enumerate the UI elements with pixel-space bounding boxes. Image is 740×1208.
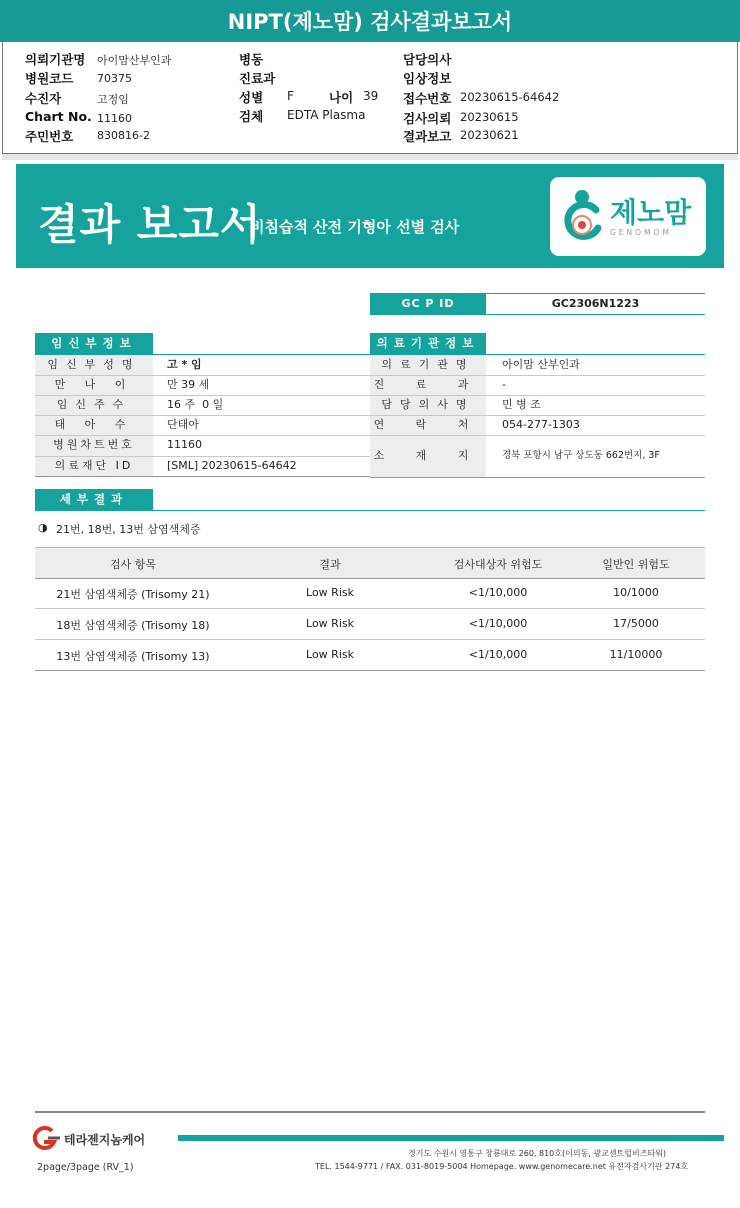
pregnant-label-chart-no: 병원차트번호 bbox=[53, 438, 135, 451]
row-divider bbox=[370, 435, 705, 436]
cell-subject-risk: <1/10,000 bbox=[468, 617, 528, 630]
table-row bbox=[35, 609, 705, 640]
footer-address: 경기도 수원시 영통구 창룡대로 260, 810호(이의동, 광교센트럴비즈타워) bbox=[408, 1149, 667, 1158]
table-row bbox=[35, 578, 705, 609]
header-label-sex: 성별 bbox=[239, 90, 264, 105]
pregnant-row bbox=[35, 355, 370, 375]
report-title: NIPT(제노맘) 검사결과보고서 bbox=[0, 0, 740, 42]
cell-general-risk: 10/1000 bbox=[613, 586, 659, 599]
header-value-hospital-code: 70375 bbox=[97, 72, 132, 85]
page-number: 2page/3page (RV_1) bbox=[37, 1162, 134, 1173]
header-value-chart-no: 11160 bbox=[97, 112, 132, 125]
genomom-logo bbox=[550, 177, 706, 256]
header-label-institution: 의뢰기관명 bbox=[25, 52, 86, 67]
header-label-resident-no: 주민번호 bbox=[25, 129, 74, 144]
header-label-hospital-code: 병원코드 bbox=[25, 71, 74, 86]
pregnant-label-fetus-count: 태 아 수 bbox=[54, 418, 134, 431]
detail-subheading: 21번, 18번, 13번 삼염색체증 bbox=[56, 523, 201, 536]
header-value-patient: 고정임 bbox=[97, 93, 129, 106]
institution-label-department: 진 료 과 bbox=[373, 378, 483, 391]
pregnant-value-weeks: 16 주 0 일 bbox=[167, 398, 224, 411]
pregnant-row bbox=[35, 395, 370, 415]
institution-row bbox=[370, 355, 705, 375]
header-label-ward: 병동 bbox=[239, 52, 264, 67]
pregnant-label-weeks: 임신주수 bbox=[56, 398, 132, 411]
header-value-request-date: 20230615 bbox=[460, 110, 519, 124]
cell-general-risk: 17/5000 bbox=[613, 617, 659, 630]
cell-subject-risk: <1/10,000 bbox=[468, 648, 528, 661]
cell-subject-risk: <1/10,000 bbox=[468, 586, 528, 599]
header-label-request-date: 검사의뢰 bbox=[403, 111, 452, 126]
cell-item: 18번 삼염색체증 (Trisomy 18) bbox=[56, 619, 210, 632]
section-title-institution-info: 의료기관정보 bbox=[370, 333, 486, 354]
header-label-clinical-info: 임상정보 bbox=[403, 71, 452, 86]
banner-subtitle: 비침습적 산전 기형아 선별 검사 bbox=[250, 218, 460, 236]
header-divider bbox=[2, 154, 738, 160]
gcp-label: GC P ID bbox=[370, 293, 486, 314]
half-circle-bullet-icon: ◑ bbox=[38, 521, 48, 534]
header-value-sex: F bbox=[287, 89, 294, 103]
footer-divider bbox=[35, 1111, 705, 1113]
terragen-logo-icon bbox=[30, 1126, 62, 1150]
header-info-box bbox=[2, 42, 738, 154]
pregnant-row bbox=[35, 415, 370, 435]
header-value-specimen: EDTA Plasma bbox=[287, 108, 366, 122]
cell-item: 13번 삼염색체증 (Trisomy 13) bbox=[56, 650, 210, 663]
cell-result: Low Risk bbox=[306, 586, 354, 599]
pregnant-value-chart-no: 11160 bbox=[167, 438, 202, 451]
header-label-doctor: 담당의사 bbox=[403, 52, 452, 67]
header-value-receipt-no: 20230615-64642 bbox=[460, 90, 560, 104]
column-header-subject-risk: 검사대상자 위험도 bbox=[453, 558, 543, 571]
column-header-item: 검사 항목 bbox=[109, 558, 156, 571]
section-title-detail: 세부결과 bbox=[35, 489, 153, 510]
institution-value-address: 경북 포항시 남구 상도동 662번지, 3F bbox=[502, 450, 660, 461]
institution-value-department: - bbox=[502, 378, 506, 391]
institution-row bbox=[370, 395, 705, 415]
section-title-pregnant-info: 임신부정보 bbox=[35, 333, 153, 354]
footer-contact: TEL. 1544-9771 / FAX. 031-8019-5004 Homepage. www.genomecare.net 유전자검사기관 274호 bbox=[315, 1162, 689, 1171]
header-label-specimen: 검체 bbox=[239, 109, 264, 124]
header-label-chart-no: Chart No. bbox=[25, 109, 92, 124]
pregnant-row bbox=[35, 435, 370, 455]
table-row bbox=[35, 640, 705, 671]
pregnant-label-foundation-id: 의료재단 ID bbox=[54, 459, 134, 472]
cell-result: Low Risk bbox=[306, 617, 354, 630]
institution-label-doctor: 담당의사명 bbox=[381, 398, 475, 411]
header-label-department: 진료과 bbox=[239, 71, 276, 86]
pregnant-label-age: 만 나 이 bbox=[54, 378, 134, 391]
logo-text: 제노맘 bbox=[610, 196, 692, 229]
header-label-report-date: 결과보고 bbox=[403, 129, 452, 144]
footer-company-name: 테라젠지놈케어 bbox=[64, 1133, 146, 1147]
column-header-general-risk: 일반인 위험도 bbox=[602, 558, 670, 571]
header-value-resident-no: 830816-2 bbox=[97, 129, 150, 142]
column-header-result: 결과 bbox=[319, 558, 341, 571]
pregnant-value-age: 만 39 세 bbox=[167, 378, 210, 391]
institution-value-contact: 054-277-1303 bbox=[502, 418, 580, 431]
pregnant-label-name: 임신부성명 bbox=[47, 358, 141, 371]
institution-row bbox=[370, 446, 705, 466]
institution-label-address: 소 재 지 bbox=[373, 449, 483, 462]
banner-title: 결과 보고서 bbox=[38, 200, 262, 249]
pregnant-value-name: 고 * 임 bbox=[167, 358, 202, 371]
institution-label-contact: 연 락 처 bbox=[373, 418, 483, 431]
row-divider bbox=[370, 477, 705, 478]
institution-row bbox=[370, 415, 705, 435]
gcp-value: GC2306N1223 bbox=[551, 297, 640, 310]
genomom-emblem-icon bbox=[560, 188, 606, 244]
logo-subtext: GENOMOM bbox=[610, 228, 672, 237]
institution-row bbox=[370, 375, 705, 395]
pregnant-value-fetus-count: 단태아 bbox=[167, 418, 199, 431]
cell-item: 21번 삼염색체증 (Trisomy 21) bbox=[56, 588, 210, 601]
institution-value-name: 아이맘 산부인과 bbox=[502, 358, 580, 371]
section-line-detail bbox=[35, 510, 705, 511]
footer-accent-bar bbox=[178, 1135, 724, 1141]
result-table-header bbox=[35, 547, 705, 578]
header-label-age: 나이 bbox=[329, 90, 354, 105]
institution-label-name: 의료기관명 bbox=[381, 358, 475, 371]
row-divider bbox=[35, 670, 705, 671]
header-value-report-date: 20230621 bbox=[460, 128, 519, 142]
header-value-age: 39 bbox=[363, 89, 379, 103]
cell-general-risk: 11/10000 bbox=[609, 648, 663, 661]
header-label-patient: 수진자 bbox=[25, 91, 62, 106]
cell-result: Low Risk bbox=[306, 648, 354, 661]
result-banner bbox=[16, 164, 724, 268]
header-value-institution: 아이맘산부인과 bbox=[97, 54, 172, 67]
pregnant-row bbox=[35, 456, 370, 476]
row-divider bbox=[35, 476, 370, 477]
institution-value-doctor: 민 병 조 bbox=[502, 398, 541, 411]
pregnant-row bbox=[35, 375, 370, 395]
gcp-bottom-line bbox=[370, 314, 705, 315]
header-label-receipt-no: 접수번호 bbox=[403, 91, 452, 106]
pregnant-value-foundation-id: [SML] 20230615-64642 bbox=[167, 459, 297, 472]
